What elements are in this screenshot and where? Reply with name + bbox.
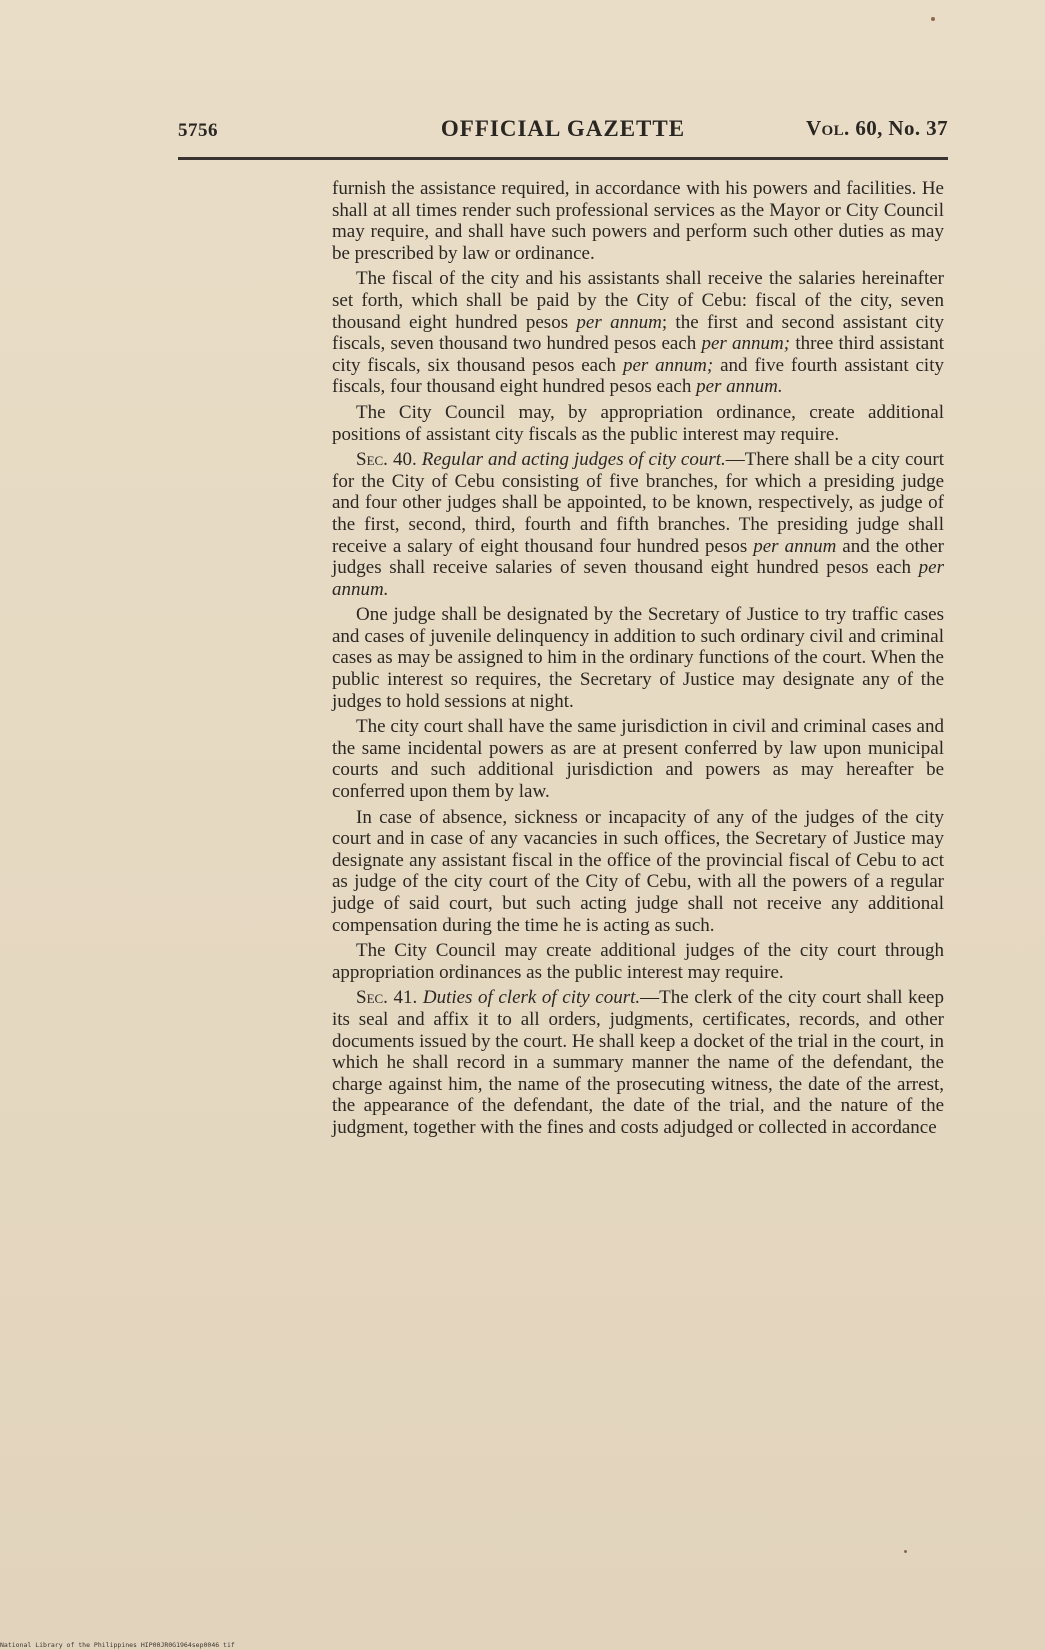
italic-run: per annum; bbox=[622, 354, 714, 376]
text-run: three third assistant city fiscals, six thousand pesos each bbox=[332, 333, 944, 376]
section-label: Sec. 40. bbox=[356, 449, 417, 471]
section-41 bbox=[332, 987, 944, 1138]
paragraph-acting-judge: In case of absence, sickness or incapacity of any of the judges of the city court and in case of any vacancies in such offices, the Secretary of Justice may designate any assistant fiscal in the office of the provincial fiscal of Cebu to act as judge of the city court of the City of Cebu, with all the powers of a regular judge of said court, but such acting judge shall not receive any additional compensation during the time he is acting as such. bbox=[332, 806, 944, 936]
italic-run: per annum. bbox=[332, 557, 944, 600]
section-title: Duties of clerk of city court. bbox=[422, 987, 641, 1009]
paragraph-continuation: furnish the assistance required, in accordance with his powers and facilities. He shall at all times render such professional services as the Mayor or City Council may require, and shall have such powers and perform such other duties as may be prescribed by law or ordinance. bbox=[332, 178, 944, 264]
italic-run: per annum bbox=[753, 535, 837, 557]
paragraph-fiscal-salaries bbox=[332, 268, 944, 398]
text-run: ; the first and second assistant city fiscals, seven thousand two hundred pesos each bbox=[332, 311, 944, 355]
paragraph-additional-judges: The City Council may create additional judges of the city court through appropriation ordinances as the public interest may require. bbox=[332, 940, 944, 983]
section-40 bbox=[332, 449, 944, 600]
italic-run: per annum; bbox=[701, 333, 791, 355]
text-run: —The clerk of the city court shall keep its seal and affix it to all orders, judgments, certificates, records, and other documents issued by the court. He shall keep a docket of the trial in the court, in which he shall record in a summary manner the name of the defendant, the charge against him, the name of the prosecuting witness, the date of the arrest, the appearance of the defendant, the date of the trial, and the nature of the judgment, together with the fines and costs adjudged or collected in accordance bbox=[332, 987, 944, 1138]
paragraph-jurisdiction: The city court shall have the same jurisdiction in civil and criminal cases and the same incidental powers as are at present conferred by law upon municipal courts and such additional jurisdiction and powers as may hereafter be conferred upon them by law. bbox=[332, 716, 944, 803]
paragraph-judge-designation: One judge shall be designated by the Secretary of Justice to try traffic cases and cases of juvenile delinquency in addition to such ordinary civil and criminal cases as may be assigned to him in the ordinary functions of the court. When the public interest so requires, the Secretary of Justice may designate any of the judges to hold sessions at night. bbox=[332, 604, 944, 712]
journal-title: OFFICIAL GAZETTE bbox=[440, 116, 686, 141]
italic-run: per annum. bbox=[696, 376, 783, 398]
paper-speck bbox=[904, 1550, 907, 1553]
section-title: Regular and acting judges of city court. bbox=[421, 449, 726, 471]
volume-prefix: Vol. bbox=[805, 116, 850, 140]
text-run: —There shall be a city court for the City of Cebu consisting of five branches, for which a presiding judge and four other judges shall be appointed, to be known, respectively, as judge of the first, second, third, fourth and fifth branches. The presiding judge shall receive a salary of eight thousand four hundred pesos bbox=[332, 449, 944, 557]
article-body bbox=[332, 178, 944, 1143]
text-run: and the other judges shall receive salaries of seven thousand eight hundred pesos each bbox=[332, 535, 944, 579]
section-label: Sec. 41. bbox=[356, 987, 418, 1009]
volume-number bbox=[806, 116, 948, 141]
text-run: The fiscal of the city and his assistants shall receive the salaries hereinafter set forth, which shall be paid by the City of Cebu: fiscal of the city, seven thousand eight hundred pesos bbox=[332, 268, 944, 333]
text-run: and five fourth assistant city fiscals, four thousand eight hundred pesos each bbox=[332, 354, 944, 398]
paper-speck bbox=[931, 17, 935, 21]
header-rule bbox=[178, 157, 948, 160]
paragraph-additional-fiscals: The City Council may, by appropriation ordinance, create additional positions of assistant city fiscals as the public interest may require. bbox=[332, 401, 944, 445]
page-header bbox=[178, 112, 948, 148]
italic-run: per annum bbox=[576, 311, 662, 333]
page-number: 5756 bbox=[178, 120, 218, 141]
scan-source-tag: National Library of the Philippines HIP00JR0G1964sep0046 tif bbox=[0, 1641, 235, 1649]
volume-rest: 60, No. 37 bbox=[849, 116, 948, 140]
